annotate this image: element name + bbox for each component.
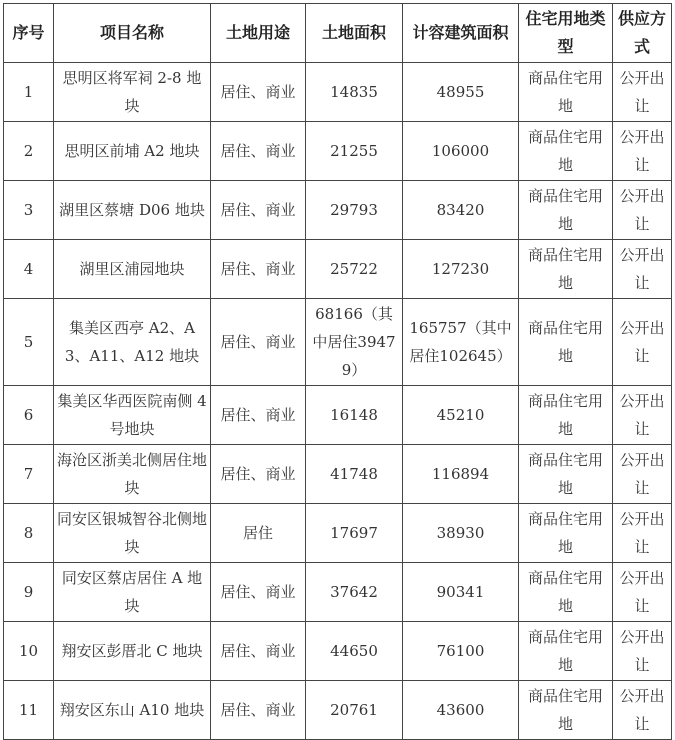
cell-no: 4 [4,240,54,299]
cell-project-name: 海沧区浙美北侧居住地块 [54,445,211,504]
cell-supply-method: 公开出让 [613,504,672,563]
cell-no: 8 [4,504,54,563]
cell-residential-type: 商品住宅用地 [519,181,613,240]
cell-no: 5 [4,299,54,386]
cell-land-area: 41748 [306,445,403,504]
cell-no: 1 [4,63,54,122]
table-row [4,622,672,681]
cell-project-name: 同安区蔡店居住 A 地块 [54,563,211,622]
cell-project-name: 湖里区浦园地块 [54,240,211,299]
cell-supply-method: 公开出让 [613,122,672,181]
cell-land-use: 居住、商业 [211,445,306,504]
cell-land-area: 16148 [306,386,403,445]
header-row [4,4,672,63]
cell-no: 7 [4,445,54,504]
table-row [4,122,672,181]
table-row [4,63,672,122]
cell-no: 6 [4,386,54,445]
cell-no: 9 [4,563,54,622]
cell-project-name: 同安区银城智谷北侧地块 [54,504,211,563]
table-row [4,504,672,563]
cell-floor-area: 90341 [403,563,519,622]
cell-floor-area: 127230 [403,240,519,299]
cell-floor-area: 45210 [403,386,519,445]
cell-floor-area: 83420 [403,181,519,240]
cell-land-area: 21255 [306,122,403,181]
cell-no: 11 [4,681,54,740]
cell-project-name: 集美区西亭 A2、A3、A11、A12 地块 [54,299,211,386]
cell-floor-area: 165757（其中居住102645） [403,299,519,386]
cell-floor-area: 48955 [403,63,519,122]
cell-supply-method: 公开出让 [613,63,672,122]
cell-residential-type: 商品住宅用地 [519,681,613,740]
cell-residential-type: 商品住宅用地 [519,240,613,299]
cell-supply-method: 公开出让 [613,181,672,240]
cell-supply-method: 公开出让 [613,445,672,504]
table-row [4,386,672,445]
cell-supply-method: 公开出让 [613,386,672,445]
cell-land-use: 居住、商业 [211,386,306,445]
cell-land-area: 44650 [306,622,403,681]
cell-floor-area: 76100 [403,622,519,681]
cell-residential-type: 商品住宅用地 [519,122,613,181]
cell-land-use: 居住、商业 [211,681,306,740]
cell-no: 2 [4,122,54,181]
cell-residential-type: 商品住宅用地 [519,299,613,386]
cell-floor-area: 106000 [403,122,519,181]
cell-supply-method: 公开出让 [613,622,672,681]
table-row [4,299,672,386]
cell-project-name: 集美区华西医院南侧 4 号地块 [54,386,211,445]
cell-residential-type: 商品住宅用地 [519,386,613,445]
cell-project-name: 翔安区彭厝北 C 地块 [54,622,211,681]
cell-residential-type: 商品住宅用地 [519,445,613,504]
header-land-use: 土地用途 [211,4,306,63]
header-project-name: 项目名称 [54,4,211,63]
table-row [4,681,672,740]
cell-no: 3 [4,181,54,240]
cell-land-use: 居住、商业 [211,181,306,240]
cell-land-area: 29793 [306,181,403,240]
cell-supply-method: 公开出让 [613,299,672,386]
table-row [4,563,672,622]
cell-land-area: 37642 [306,563,403,622]
table-row [4,445,672,504]
cell-project-name: 思明区前埔 A2 地块 [54,122,211,181]
table-row [4,181,672,240]
cell-supply-method: 公开出让 [613,681,672,740]
land-supply-table [3,3,672,740]
cell-no: 10 [4,622,54,681]
cell-land-area: 17697 [306,504,403,563]
cell-land-use: 居住、商业 [211,563,306,622]
header-land-area: 土地面积 [306,4,403,63]
cell-land-area: 20761 [306,681,403,740]
cell-land-use: 居住、商业 [211,299,306,386]
table-row [4,240,672,299]
cell-land-use: 居住、商业 [211,622,306,681]
cell-land-area: 68166（其中居住39479） [306,299,403,386]
cell-residential-type: 商品住宅用地 [519,622,613,681]
cell-land-use: 居住、商业 [211,122,306,181]
cell-land-use: 居住、商业 [211,240,306,299]
cell-residential-type: 商品住宅用地 [519,504,613,563]
cell-supply-method: 公开出让 [613,563,672,622]
cell-project-name: 翔安区东山 A10 地块 [54,681,211,740]
cell-residential-type: 商品住宅用地 [519,563,613,622]
cell-floor-area: 43600 [403,681,519,740]
cell-land-use: 居住、商业 [211,63,306,122]
cell-supply-method: 公开出让 [613,240,672,299]
cell-land-area: 25722 [306,240,403,299]
cell-residential-type: 商品住宅用地 [519,63,613,122]
cell-land-area: 14835 [306,63,403,122]
cell-land-use: 居住 [211,504,306,563]
header-no: 序号 [4,4,54,63]
cell-floor-area: 116894 [403,445,519,504]
cell-floor-area: 38930 [403,504,519,563]
header-floor-area: 计容建筑面积 [403,4,519,63]
header-supply-method: 供应方式 [613,4,672,63]
header-residential-type: 住宅用地类型 [519,4,613,63]
cell-project-name: 思明区将军祠 2-8 地块 [54,63,211,122]
cell-project-name: 湖里区蔡塘 D06 地块 [54,181,211,240]
